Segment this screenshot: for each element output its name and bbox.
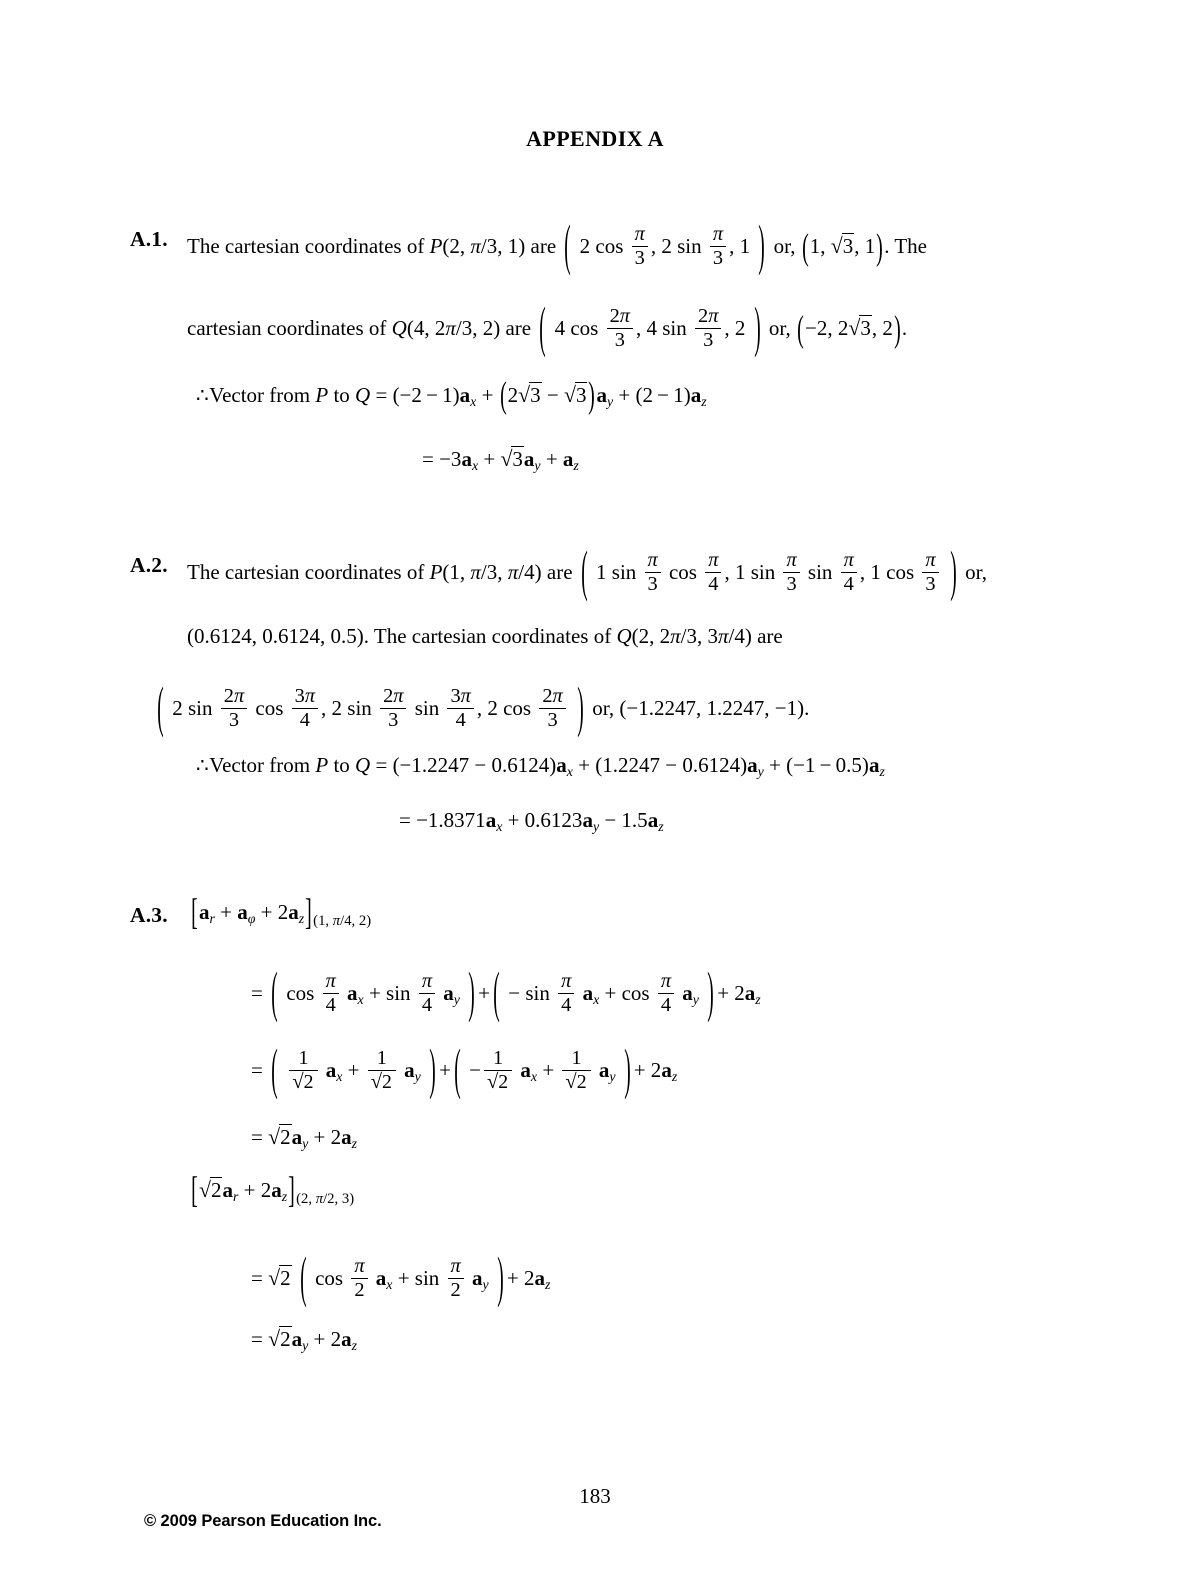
a1-l1-intro: The cartesian coordinates of P(2, π/3, 1) are xyxy=(187,234,557,259)
problem-label-a2: A.2. xyxy=(130,553,168,577)
a3-l2-plus: + xyxy=(478,981,491,1006)
paren-open-icon: ( xyxy=(157,675,164,739)
paren-open-icon: ( xyxy=(564,213,572,277)
copyright-notice: © 2009 Pearson Education Inc. xyxy=(144,1512,382,1530)
a1-line-4 xyxy=(422,447,579,472)
page-number: 183 xyxy=(579,1484,611,1508)
therefore-icon: ∴ xyxy=(196,385,210,407)
a1-l3-lead: Vector from P to Q xyxy=(209,383,371,407)
a2-l5-expr: $-1.8371a_x + 0.6123a_y - 1.5a_z$ xyxy=(416,808,664,835)
a3-l2-expr-a: cos $\frac{\pi}{4}$ $a_x + \sin$ $\frac{\pi}{4}$ $a_y$ xyxy=(286,969,460,1016)
a3-l3-expr-b: − $\frac{1}{√2}$ $a_x$ + $\frac{1}{√2}$ $a_y$ xyxy=(469,1046,616,1093)
a2-l1-intro: The cartesian coordinates of P(1, π/3, π/4) are xyxy=(187,560,573,585)
a3-line-3 xyxy=(251,1037,678,1101)
paren-close-icon: ) xyxy=(577,675,584,739)
a1-l2-or: or, xyxy=(768,316,791,341)
a3-line-7 xyxy=(251,1327,357,1352)
a1-l3-expr: $(-2 - 1)a_x + (2√3 - √3$ )$a_y + (2 - 1)a_z$ xyxy=(392,374,707,417)
a3-l6-expr: cos $\frac{\pi}{2}$ $a_x + \sin$ $\frac{\pi}{2}$ $a_y$ xyxy=(315,1254,489,1301)
a3-line-2 xyxy=(251,960,761,1024)
a2-line-5 xyxy=(399,808,664,833)
a1-l1-or: or, xyxy=(773,234,796,259)
a1-line-1 xyxy=(187,213,927,277)
paren-open-icon: ( xyxy=(493,960,500,1024)
a2-line-2 xyxy=(187,624,783,649)
paren-open-icon: ( xyxy=(454,1037,461,1101)
bracket-close-icon: ] xyxy=(305,890,312,933)
a3-l4-expr: $√2a_y + 2a_z$ xyxy=(268,1125,357,1152)
a3-line-4 xyxy=(251,1125,357,1150)
a3-l6-eq: = xyxy=(251,1266,263,1291)
a1-l2-intro: cartesian coordinates of Q(4, 2π/3, 2) are xyxy=(187,316,532,341)
a3-l1-subscript: (1, π/4, 2) xyxy=(313,913,372,930)
a3-l3-expr-a: $\frac{1}{√2}$ $a_x$ + $\frac{1}{√2}$ $a_y$ xyxy=(286,1058,420,1082)
a2-l4-lead: Vector from P to Q xyxy=(209,753,371,777)
a3-l7-eq: = xyxy=(251,1327,263,1351)
paren-open-icon: ( xyxy=(801,225,809,268)
a1-l2-expr: 4 cos $\frac{2\pi}{3}$ , 4 sin $\frac{2\pi}{3}$ , 2 xyxy=(554,304,746,351)
a2-l5-eq: = xyxy=(399,808,411,832)
paren-close-icon: ) xyxy=(950,539,957,603)
a3-l3-eq: = xyxy=(251,1058,263,1083)
a2-l4-eq: = xyxy=(375,753,388,777)
paren-close-icon: ) xyxy=(894,307,901,350)
a3-l2-expr-b: − sin $\frac{\pi}{4}$ $a_x + \cos$ $\frac{\pi}{4}$ $a_y$ xyxy=(508,969,699,1016)
bracket-close-icon: ] xyxy=(288,1168,295,1211)
paren-close-icon: ) xyxy=(623,1037,631,1101)
a1-l3-eq: = xyxy=(375,383,388,407)
paren-open-icon: ( xyxy=(271,1037,278,1101)
a3-l3-tail: + $2a_z$ xyxy=(633,1058,678,1085)
a3-l2-eq: = xyxy=(251,981,263,1006)
a2-line-4 xyxy=(196,753,885,778)
a2-l3-expr: 2 sin $\frac{2\pi}{3}$ cos $\frac{3\pi}{4}$ , 2 sin $\frac{2\pi}{3}$ sin $\frac{3\pi}{4}$ , 2 cos $\frac{2\pi}{3}$ xyxy=(172,696,569,720)
a3-line-6 xyxy=(251,1245,551,1309)
a3-l5-expr: $√2a_r + 2a_z$ xyxy=(199,1178,288,1205)
a3-line-5 xyxy=(190,1168,355,1211)
a1-line-2 xyxy=(187,295,908,359)
bracket-open-icon: [ xyxy=(191,1168,198,1211)
a2-l2-values: (0.6124, 0.6124, 0.5). xyxy=(187,624,369,648)
problem-label-a3: A.3. xyxy=(130,903,168,927)
page-title: APPENDIX A xyxy=(526,126,664,151)
paren-close-icon: ) xyxy=(429,1037,436,1101)
a3-line-1 xyxy=(190,890,372,933)
a2-line-3 xyxy=(154,675,810,739)
a2-l4-expr: $(-1.2247 - 0.6124)a_x + (1.2247 - 0.6124)a_y + (-1 - 0.5)a_z$ xyxy=(392,753,885,780)
therefore-icon: ∴ xyxy=(196,755,210,777)
a3-l3-plus: + xyxy=(439,1058,451,1083)
paren-close-icon: ) xyxy=(707,960,714,1024)
a2-line-1 xyxy=(187,539,987,603)
a3-l6-coef: √2 xyxy=(268,1266,291,1291)
paren-close-icon: ) xyxy=(497,1245,504,1309)
a1-l1-expr: 2 cos $\frac{\pi}{3}$ , 2 sin $\frac{\pi}{3}$ , 1 xyxy=(579,222,751,269)
a3-l1-expr: $a_r + a_\varphi + 2a_z$ xyxy=(199,900,305,927)
paren-close-icon: ) xyxy=(876,225,884,268)
a2-l1-or: or, xyxy=(965,560,987,585)
paren-open-icon: ( xyxy=(539,295,547,359)
bracket-open-icon: [ xyxy=(191,890,198,933)
paren-close-icon: ) xyxy=(753,295,761,359)
a3-l4-eq: = xyxy=(251,1125,263,1149)
a1-l4-expr: $-3a_x + √3a_y + a_z$ xyxy=(439,447,579,474)
a1-l4-eq: = xyxy=(422,447,434,471)
a1-l2-result: −2, 2√3, 2 xyxy=(805,316,893,341)
a1-l2-tail: . xyxy=(901,316,908,341)
paren-open-icon: ( xyxy=(271,960,278,1024)
a3-l7-expr: $√2a_y + 2a_z$ xyxy=(268,1327,357,1354)
problem-label-a1: A.1. xyxy=(130,227,168,251)
a2-l3-or: or, (−1.2247, 1.2247, −1). xyxy=(592,696,810,721)
a3-l5-subscript: (2, π/2, 3) xyxy=(296,1191,355,1208)
a1-l1-tail: . The xyxy=(884,234,927,259)
a3-l2-tail: + $2a_z$ xyxy=(717,981,761,1008)
a2-l1-expr: 1 sin $\frac{\pi}{3}$ cos $\frac{\pi}{4}$ , 1 sin $\frac{\pi}{3}$ sin $\frac{\pi}{4}$ , 1 cos $\frac{\pi}{3}$ xyxy=(596,560,942,584)
paren-open-icon: ( xyxy=(581,539,588,603)
paren-open-icon: ( xyxy=(300,1245,307,1309)
a1-line-3 xyxy=(196,374,707,417)
paren-open-icon: ( xyxy=(797,307,804,350)
a3-l6-tail: + $2a_z$ xyxy=(506,1266,551,1293)
a2-l2-intro: The cartesian coordinates of Q(2, 2π/3, 3π/4) are xyxy=(373,624,783,648)
paren-close-icon: ) xyxy=(758,213,766,277)
paren-close-icon: ) xyxy=(468,960,475,1024)
a1-l1-result: 1, √3, 1 xyxy=(809,234,876,259)
